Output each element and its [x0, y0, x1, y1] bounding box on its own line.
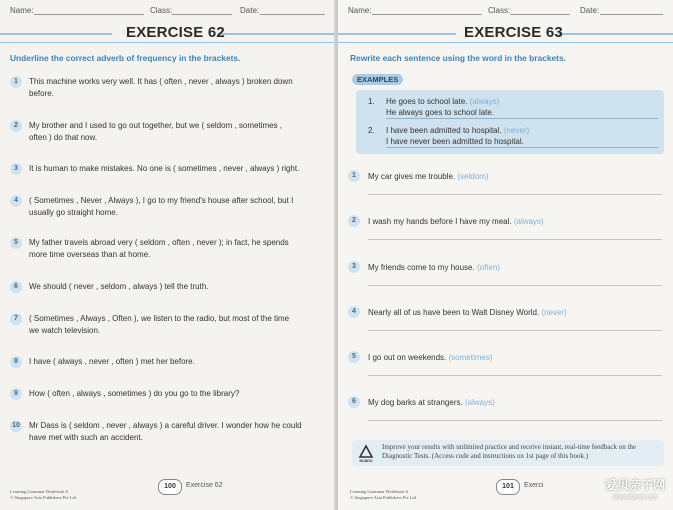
watermark-url: www.ibeiei.net [612, 494, 657, 501]
question-text: I have ( always , never , often ) met her before. [29, 357, 195, 366]
page-number-badge: 100 [158, 479, 182, 495]
question-number: 3 [10, 163, 22, 175]
name-blank [34, 14, 144, 15]
question-sentence: My friends come to my house. [368, 263, 475, 272]
title-strip-left [0, 33, 112, 35]
question-text [368, 352, 493, 364]
question-text: We should ( never , seldom , always ) tell the truth. [29, 282, 209, 291]
question-text: How ( often , always , sometimes ) do you go to the library? [29, 389, 240, 398]
question-number: 9 [10, 388, 22, 400]
question-number: 7 [10, 313, 22, 325]
answer-line[interactable] [368, 239, 662, 240]
question-number: 4 [348, 306, 360, 318]
question-text: have met with such an accident. [29, 432, 143, 442]
question-sentence: My car gives me trouble. [368, 172, 456, 181]
answer-line[interactable] [368, 285, 662, 286]
footer-book: Learning Grammar Workbook 6 [350, 489, 408, 494]
question-text [368, 262, 500, 274]
footer-credit [350, 489, 416, 500]
question-text: often ) do that now. [29, 132, 98, 142]
date-blank [260, 14, 325, 15]
question-number: 6 [348, 396, 360, 408]
example-word-hint: (always) [469, 97, 500, 106]
answer-line[interactable] [368, 194, 662, 195]
question-text [368, 307, 567, 319]
question-word-hint: (seldom) [457, 172, 489, 181]
question-word-hint: (sometimes) [448, 353, 493, 362]
footer-book: Learning Grammar Workbook 6 [10, 489, 68, 494]
examples-box [356, 90, 664, 154]
footer-publisher: © Singapore Asia Publishers Pte Ltd [10, 494, 77, 500]
question-word-hint: (always) [513, 217, 544, 226]
question-text: usually go straight home. [29, 207, 118, 217]
page-label: Exerci [524, 482, 544, 489]
question-text: ( Sometimes , Never , Always ), I go to my friend's house after school, but I [29, 196, 294, 205]
footer-publisher: © Singapore Asia Publishers Pte Ltd [350, 494, 417, 500]
example-sentence [386, 97, 499, 106]
question-number: 8 [10, 356, 22, 368]
question-number: 3 [348, 261, 360, 273]
question-text: more time overseas than at home. [29, 249, 151, 259]
example-number: 2. [368, 126, 375, 135]
example-sentence-text: I have been admitted to hospital. [386, 126, 502, 135]
example-answer-line [386, 147, 658, 148]
question-number: 5 [348, 351, 360, 363]
promo-text: Improve your results with unlimited practice and receive instant, real-time feedback on the Diagnostic Tests. (Access code and instructions on 1st page of this book.) [382, 443, 637, 460]
title-strip-right [558, 33, 673, 35]
question-number: 4 [10, 195, 22, 207]
date-label: Date: [240, 6, 260, 15]
question-number: 5 [10, 237, 22, 249]
name-label: Name: [348, 6, 372, 15]
name-blank [372, 14, 482, 15]
question-text: This machine works very well. It has ( often , never , always ) broken down [29, 77, 293, 86]
svg-text:NUADU: NUADU [359, 459, 373, 463]
question-number: 6 [10, 281, 22, 293]
date-blank [600, 14, 663, 15]
instruction: Underline the correct adverb of frequency in the brackets. [10, 53, 241, 63]
title-strip-left [338, 33, 456, 35]
question-text: My brother and I used to go out together, but we ( seldom , sometimes , [29, 121, 283, 130]
question-number: 1 [348, 170, 360, 182]
question-sentence: I go out on weekends. [368, 353, 447, 362]
examples-label: EXAMPLES [352, 74, 403, 85]
answer-line[interactable] [368, 420, 662, 421]
question-text [368, 216, 544, 228]
date-label: Date: [580, 6, 600, 15]
question-number: 2 [348, 215, 360, 227]
student-info-row [10, 4, 326, 18]
question-sentence: I wash my hands before I have my meal. [368, 217, 512, 226]
answer-line[interactable] [368, 330, 662, 331]
class-blank [510, 14, 570, 15]
example-sentence [386, 126, 529, 135]
question-number: 10 [10, 420, 22, 432]
page-label: Exercise 62 [186, 482, 223, 489]
question-text: It is human to make mistakes. No one is ( sometimes , never , always ) right. [29, 164, 300, 173]
example-sentence-text: He goes to school late. [386, 97, 468, 106]
title-strip-right [220, 33, 336, 35]
name-label: Name: [10, 6, 34, 15]
question-text: My father travels abroad very ( seldom , often , never ); in fact, he spends [29, 238, 289, 247]
example-word-hint: (never) [503, 126, 530, 135]
question-text: we watch television. [29, 325, 101, 335]
right-page [338, 0, 673, 510]
nuadu-promo [352, 440, 664, 466]
question-text: before. [29, 88, 54, 98]
example-number: 1. [368, 97, 375, 106]
example-answer-line [386, 118, 658, 119]
page-title: EXERCISE 63 [464, 24, 563, 41]
question-text [368, 397, 495, 409]
footer-credit [10, 489, 76, 500]
question-word-hint: (never) [541, 308, 567, 317]
question-word-hint: (often) [476, 263, 501, 272]
page-number-badge: 101 [496, 479, 520, 495]
left-page [0, 0, 336, 510]
instruction: Rewrite each sentence using the word in the brackets. [350, 53, 566, 63]
example-answer: I have never been admitted to hospital. [386, 137, 524, 146]
question-text [368, 171, 489, 183]
class-label: Class: [150, 6, 173, 15]
answer-line[interactable] [368, 375, 662, 376]
question-sentence: My dog barks at strangers. [368, 398, 463, 407]
question-number: 1 [10, 76, 22, 88]
question-number: 2 [10, 120, 22, 132]
question-text: ( Sometimes , Always , Often ), we listen to the radio, but most of the time [29, 314, 290, 323]
question-sentence: Nearly all of us have been to Walt Disney World. [368, 308, 540, 317]
question-text: Mr Dass is ( seldom , never , always ) a careful driver. I wonder how he could [29, 421, 302, 430]
example-answer: He always goes to school late. [386, 108, 495, 117]
nuadu-logo-icon [356, 443, 376, 463]
class-label: Class: [488, 6, 511, 15]
watermark-logo: 爱贝亲子网 [604, 478, 665, 492]
class-blank [172, 14, 232, 15]
question-word-hint: (always) [464, 398, 495, 407]
student-info-row [348, 4, 663, 18]
page-title: EXERCISE 62 [126, 24, 225, 41]
